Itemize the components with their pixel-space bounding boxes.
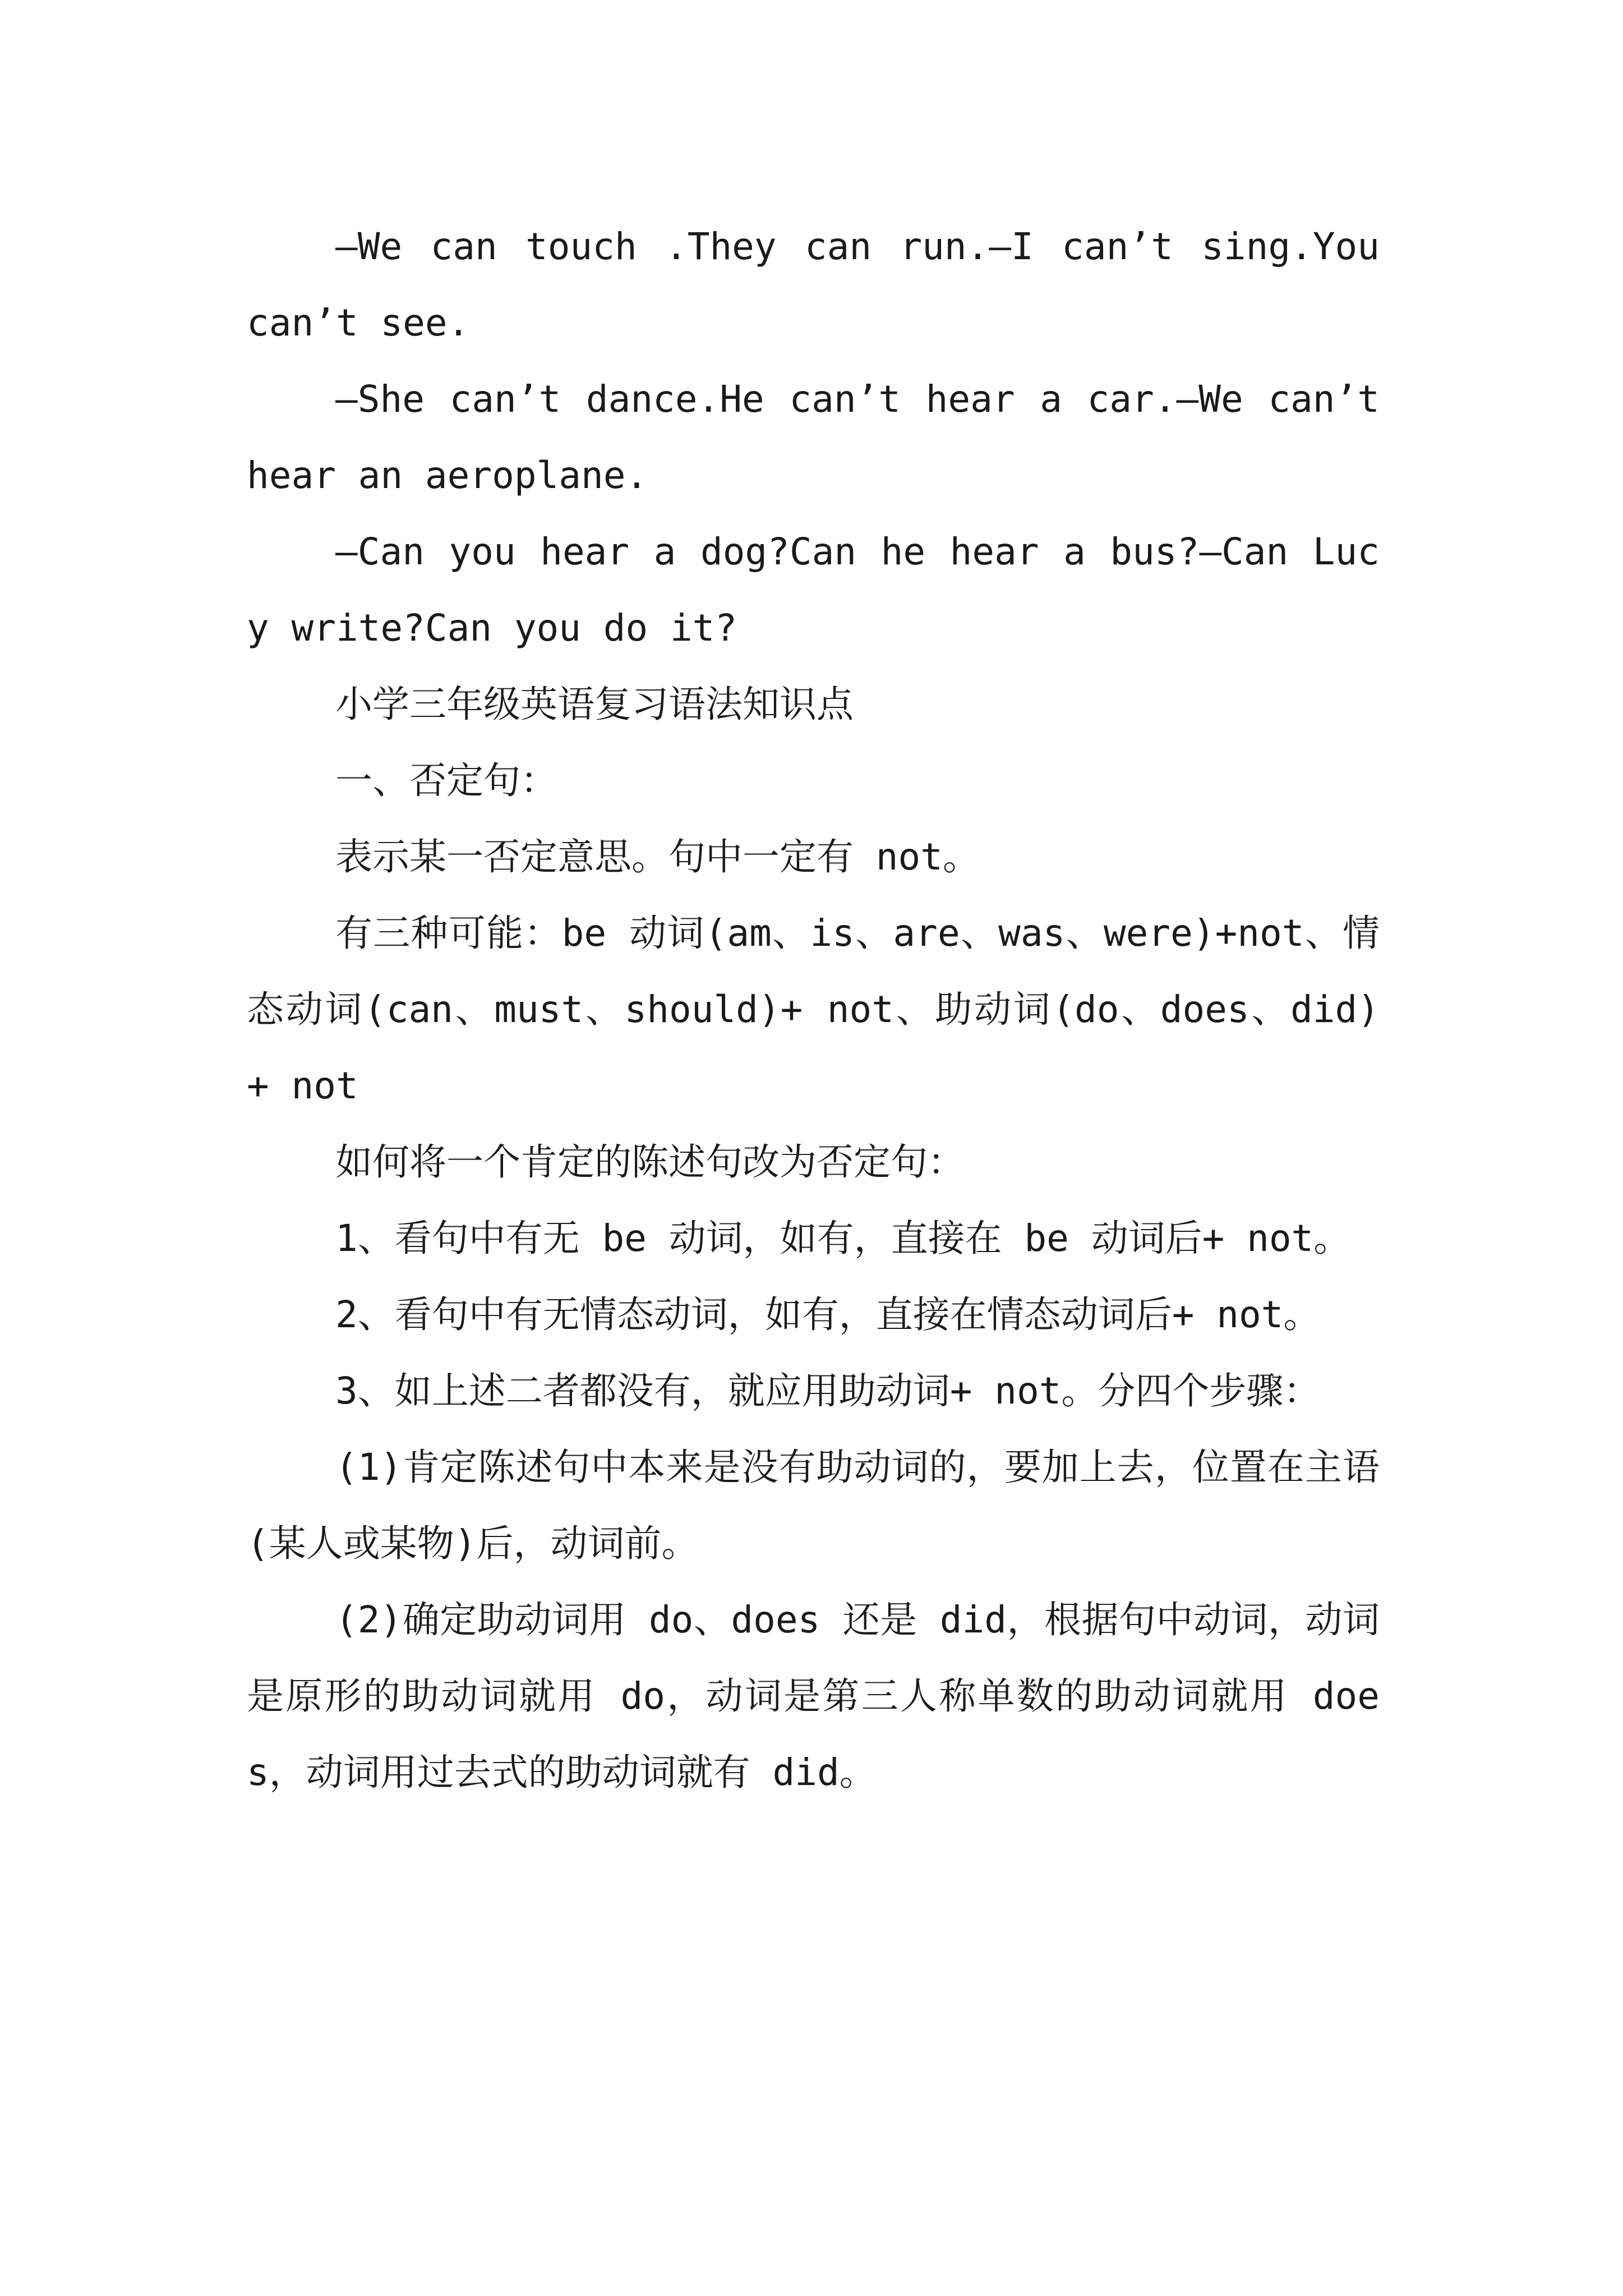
list-item-substep-1: (1)肯定陈述句中本来是没有助动词的，要加上去，位置在主语(某人或某物)后，动词前。 [247, 1446, 1380, 1565]
paragraph-three-cases: 有三种可能：be 动词(am、is、are、was、were)+not、情态动词(can、must、should)+ not、助动词(do、does、did) + not [247, 912, 1380, 1107]
document-body [247, 209, 1380, 1811]
list-item-step-3: 3、如上述二者都没有，就应用助动词+ not。分四个步骤： [335, 1369, 1321, 1412]
section-title: 小学三年级英语复习语法知识点 [335, 683, 854, 726]
paragraph-can-examples-1: —We can touch .They can run.—I can’t sing.You can’t see. [247, 225, 1380, 344]
paragraph-can-questions: —Can you hear a dog?Can he hear a bus?—Can Lucy write?Can you do it? [247, 530, 1380, 650]
paragraph-how-to: 如何将一个肯定的陈述句改为否定句： [335, 1140, 965, 1184]
list-item-substep-2: (2)确定助动词用 do、does 还是 did，根据句中动词，动词是原形的助动词就用 do，动词是第三人称单数的助动词就用 does，动词用过去式的助动词就有 did。 [247, 1598, 1380, 1794]
list-item-step-1: 1、看句中有无 be 动词，如有，直接在 be 动词后+ not。 [335, 1217, 1351, 1260]
paragraph-can-examples-2: —She can’t dance.He can’t hear a car.—We can’t hear an aeroplane. [247, 378, 1380, 497]
list-item-step-2: 2、看句中有无情态动词，如有，直接在情态动词后+ not。 [335, 1293, 1321, 1336]
section-heading-negative: 一、否定句： [335, 759, 557, 802]
paragraph-definition: 表示某一否定意思。句中一定有 not。 [335, 835, 980, 878]
